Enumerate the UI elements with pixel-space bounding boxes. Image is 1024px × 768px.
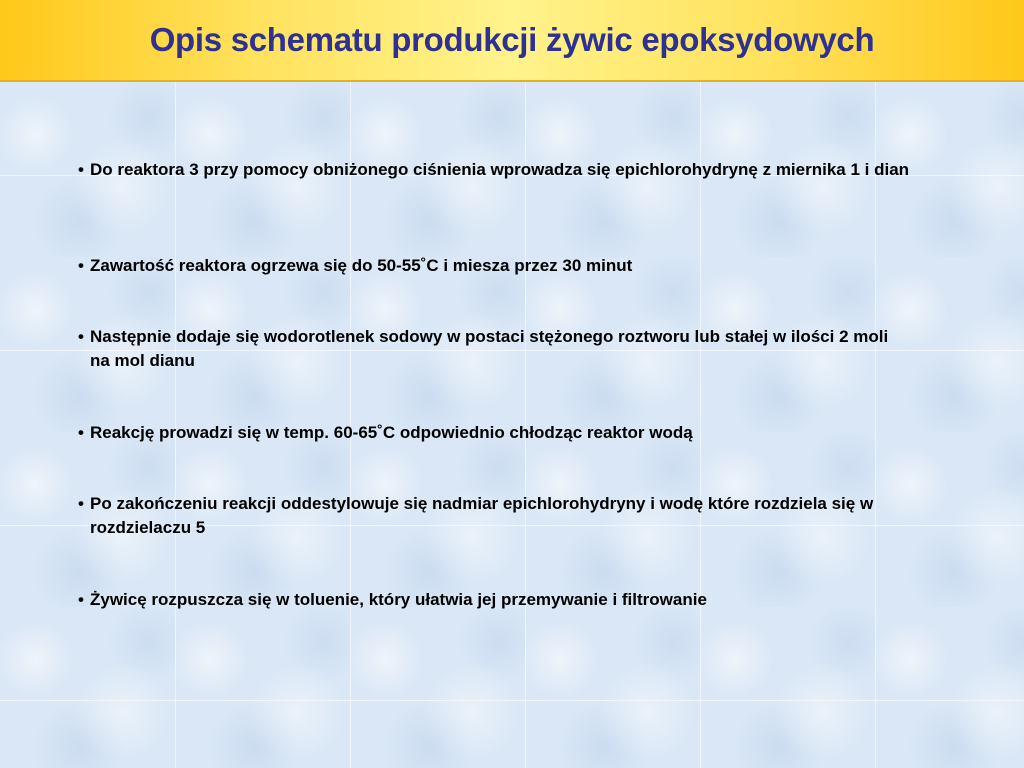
bullet-dot: • — [78, 494, 84, 513]
bullet-text: Reakcję prowadzi się w temp. 60-65˚C odpowiednio chłodząc reaktor wodą — [90, 423, 693, 442]
bullet-text: Następnie dodaje się wodorotlenek sodowy w postaci stężonego roztworu lub stałej w ilości 2 moli na mol dianu — [90, 327, 889, 370]
bullet-dot: • — [78, 160, 84, 179]
bullet-text: Do reaktora 3 przy pomocy obniżonego ciśnienia wprowadza się epichlorohydrynę z miernika 1 i dian — [90, 160, 910, 179]
bullet-dot: • — [78, 423, 84, 442]
bullet-dot: • — [78, 590, 84, 609]
bullet-item — [78, 325, 910, 373]
bullet-item — [78, 492, 910, 540]
bullet-text: Żywicę rozpuszcza się w toluenie, który ułatwia jej przemywanie i filtrowanie — [90, 590, 707, 609]
title-bar — [0, 0, 1024, 82]
slide-title: Opis schematu produkcji żywic epoksydowych — [149, 21, 875, 58]
bullet-item — [78, 588, 910, 612]
bullet-dot: • — [78, 327, 84, 346]
bullet-item — [78, 421, 910, 445]
bullet-item — [78, 158, 910, 182]
bullet-item — [78, 254, 910, 278]
bullet-text: Po zakończeniu reakcji oddestylowuje się nadmiar epichlorohydryny i wodę które rozdziela się w rozdzielaczu 5 — [90, 494, 874, 537]
grid-line — [0, 700, 1024, 701]
bullet-text: Zawartość reaktora ogrzewa się do 50-55˚C i miesza przez 30 minut — [90, 256, 633, 275]
bullet-dot: • — [78, 256, 84, 275]
